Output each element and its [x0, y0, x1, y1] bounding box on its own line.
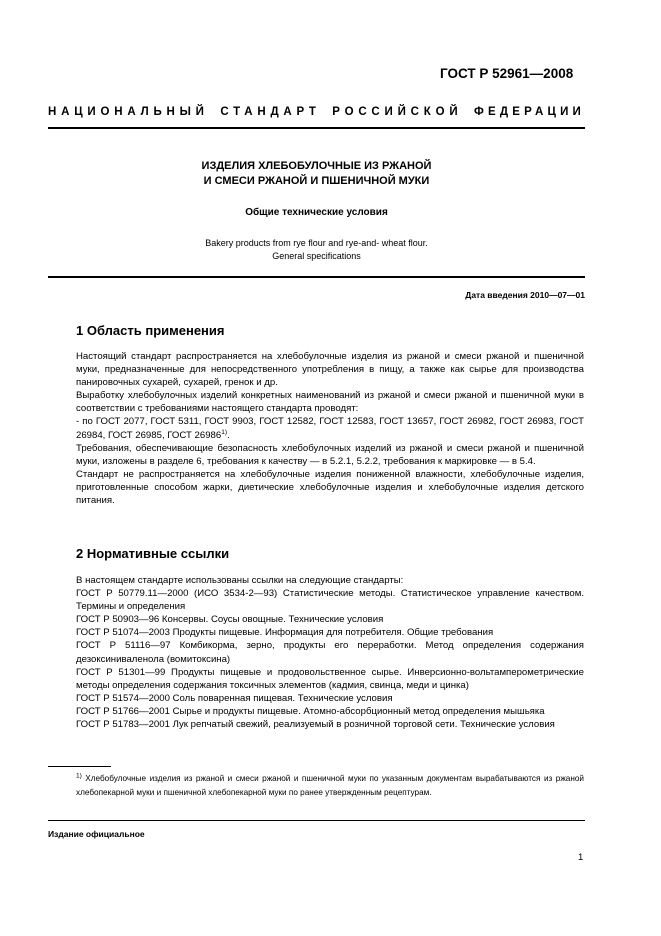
- english-title-line-2: General specifications: [272, 250, 361, 261]
- ref-item: ГОСТ Р 51783—2001 Лук репчатый свежий, реализуемый в розничной торговой сети. Технические условия: [76, 719, 555, 731]
- intro-date: Дата введения 2010—07—01: [465, 290, 585, 300]
- banner-word-2: СТАНДАРТ: [220, 106, 321, 118]
- english-title-line-1: Bakery products from rye flour and rye-and- wheat flour.: [205, 238, 428, 248]
- official-edition: Издание официальное: [48, 829, 145, 839]
- ref-item: ГОСТ Р 50779.11—2000 (ИСО 3534-2—93) Статистические методы. Статистическое управление качеством. Термины и определения: [76, 588, 584, 613]
- s1-paragraph-3: - по ГОСТ 2077, ГОСТ 5311, ГОСТ 9903, ГОСТ 12582, ГОСТ 12583, ГОСТ 13657, ГОСТ 26982, ГОСТ 26983, ГОСТ 26984, ГОСТ 26985, ГОСТ 26986$^{1)}$.: [76, 416, 584, 441]
- english-title: [48, 237, 585, 262]
- document-subtitle: Общие технические условия: [245, 207, 388, 218]
- page-number: 1: [578, 852, 584, 863]
- s1-paragraph-2: Выработку хлебобулочных изделий конкретных наименований из ржаной и смеси ржаной и пшеничной муки в соответствии с требованиями настоящего стандарта проводят:: [76, 390, 584, 415]
- national-standard-banner: [48, 106, 585, 118]
- footnote-text: Хлебобулочные изделия из ржаной и смеси ржаной и пшеничной муки по указанным документам вырабатываются из ржаной хлебопекарной муки и пшеничной хлебопекарной муки по ранее утвержденным рецептурам.: [76, 774, 584, 797]
- section-2-body: [76, 574, 584, 731]
- title-line-2: И СМЕСИ РЖАНОЙ И ПШЕНИЧНОЙ МУКИ: [203, 175, 430, 187]
- footnote-divider: [48, 766, 111, 767]
- section-1-body: [76, 350, 584, 507]
- header-divider: [48, 127, 585, 129]
- ref-item: ГОСТ Р 51074—2003 Продукты пищевые. Информация для потребителя. Общие требования: [76, 627, 494, 639]
- s1-paragraph-4: Требования, обеспечивающие безопасность хлебобулочных изделий из ржаной и смеси ржаной и пшеничной муки, изложены в разделе 6, требования к качеству — в 5.2.1, 5.2.2, требования к маркировке — в 5.4.: [76, 442, 584, 467]
- section-2-heading: 2 Нормативные ссылки: [76, 546, 230, 561]
- document-title: [48, 159, 585, 189]
- title-divider: [48, 276, 585, 278]
- ref-item: ГОСТ Р 51116—97 Комбикорма, зерно, продукты его переработки. Метод определения содержания дезоксиниваленола (вомитоксина): [76, 640, 584, 665]
- banner-word-4: ФЕДЕРАЦИИ: [473, 106, 585, 118]
- s1-paragraph-5: Стандарт не распространяется на хлебобулочные изделия пониженной влажности, хлебобулочные изделия, приготовленные способом жарки, диетические хлебобулочные изделия и хлебобулочные изделия детского питания.: [76, 468, 584, 507]
- ref-item: ГОСТ Р 51574—2000 Соль поваренная пищевая. Технические условия: [76, 692, 393, 704]
- ref-item: ГОСТ Р 51301—99 Продукты пищевые и продовольственное сырье. Инверсионно-вольтамперометрические методы определения содержания токсичных элементов (кадмия, свинца, меди и цинка): [76, 666, 584, 691]
- section-1-heading: 1 Область применения: [76, 323, 225, 338]
- s2-intro: В настоящем стандарте использованы ссылки на следующие стандарты:: [76, 575, 404, 586]
- ref-item: ГОСТ Р 51766—2001 Сырье и продукты пищевые. Атомно-абсорбционный метод определения мышьяка: [76, 705, 545, 717]
- ref-item: ГОСТ Р 50903—96 Консервы. Соусы овощные. Технические условия: [76, 614, 384, 626]
- footnote-marker: 1): [76, 772, 82, 780]
- s1-paragraph-1: Настоящий стандарт распространяется на хлебобулочные изделия из ржаной и смеси ржаной и пшеничной муки, предназначенные для непосредственного употребления в пищу, а также как сырье для производства панировочных сухарей, сухарей, гренок и др.: [76, 351, 584, 389]
- title-line-1: ИЗДЕЛИЯ ХЛЕБОБУЛОЧНЫЕ ИЗ РЖАНОЙ: [201, 160, 432, 172]
- footer-divider: [48, 820, 585, 821]
- footnote: [76, 772, 584, 800]
- banner-word-1: НАЦИОНАЛЬНЫЙ: [48, 106, 209, 118]
- footnote-ref: 1): [221, 428, 227, 436]
- document-code: ГОСТ Р 52961—2008: [440, 66, 574, 81]
- banner-word-3: РОССИЙСКОЙ: [332, 106, 463, 118]
